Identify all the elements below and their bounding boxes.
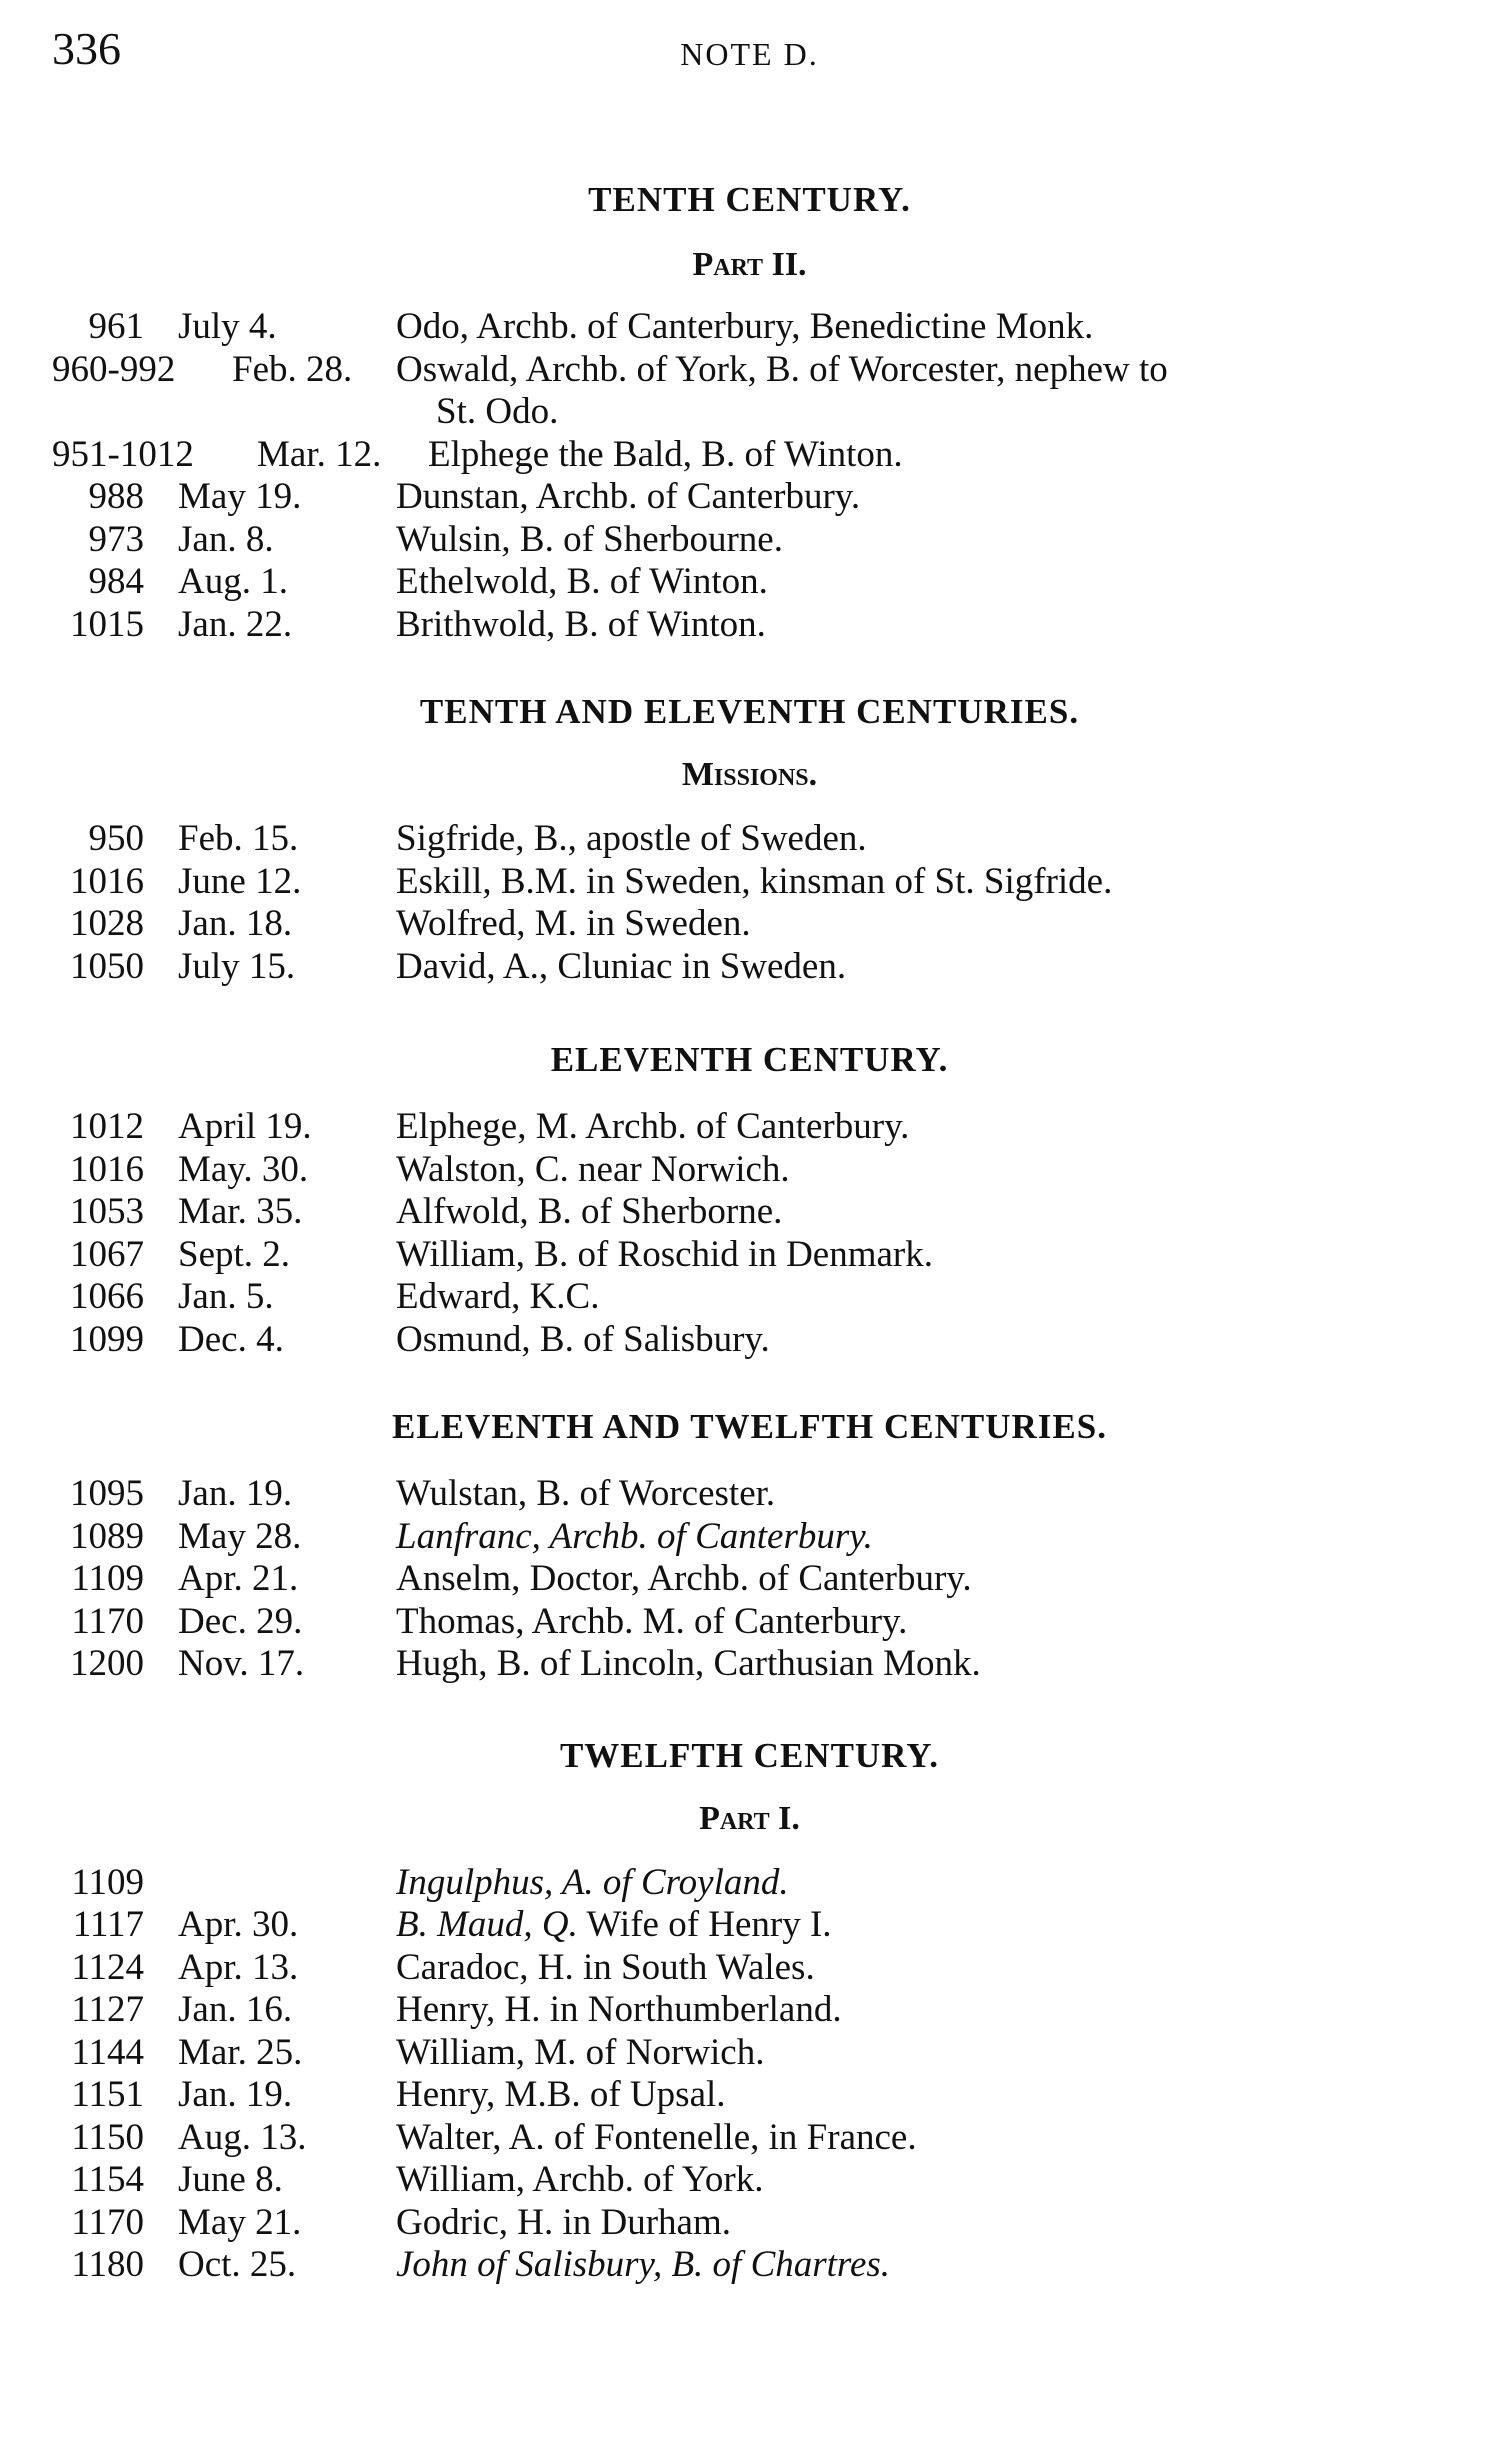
entry-desc: Eskill, B.M. in Sweden, kinsman of St. Sigfride. (396, 860, 1113, 902)
entry-list (52, 1473, 1447, 1686)
list-item (52, 1234, 1447, 1277)
list-item (52, 476, 1447, 519)
entry-year: 1124 (71, 1946, 144, 1988)
entry-year: 973 (88, 518, 144, 560)
entry-date: Mar. 35. (178, 1191, 303, 1232)
list-item (52, 861, 1447, 904)
list-item (52, 903, 1447, 946)
section-title: TENTH CENTURY. (588, 180, 911, 219)
list-item (52, 1904, 1447, 1947)
list-item (52, 946, 1447, 989)
entry-date: Sept. 2. (178, 1233, 291, 1275)
list-item (52, 1989, 1447, 2032)
entry-year: 960-992 (52, 348, 176, 390)
list-item (52, 1947, 1447, 1990)
entry-desc: Godric, H. in Durham. (396, 2201, 731, 2243)
entry-date: Apr. 21. (178, 1558, 299, 1599)
entry-date: Jan. 18. (178, 903, 293, 944)
entry-year: 1170 (71, 2201, 144, 2243)
entry-desc: Anselm, Doctor, Archb. of Canterbury. (396, 1558, 972, 1599)
entry-desc-line: Oswald, Archb. of York, B. of Worcester, nephew to (396, 348, 1168, 390)
list-item (52, 349, 1447, 434)
entry-desc: Edward, K.C. (396, 1276, 600, 1317)
entry-year: 1028 (70, 903, 144, 944)
entry-year: 1067 (70, 1233, 144, 1275)
list-item (52, 1191, 1447, 1234)
entry-year: 1180 (71, 2244, 144, 2285)
entry-year: 1109 (71, 1558, 144, 1599)
section-title: ELEVENTH AND TWELFTH CENTURIES. (392, 1407, 1107, 1446)
entry-year: 1053 (70, 1191, 144, 1232)
entry-date: Feb. 15. (178, 818, 299, 859)
entry-desc: Thomas, Archb. M. of Canterbury. (396, 1600, 908, 1642)
entry-list (52, 1862, 1447, 2287)
entry-desc: William, B. of Roschid in Denmark. (396, 1233, 933, 1275)
list-item (52, 1319, 1447, 1362)
entry-date: Nov. 17. (178, 1643, 305, 1684)
entry-date: Aug. 1. (178, 561, 288, 602)
entry-desc: Alfwold, B. of Sherborne. (396, 1191, 783, 1232)
entry-desc: Sigfride, B., apostle of Sweden. (396, 818, 867, 859)
entry-desc: Walston, C. near Norwich. (396, 1148, 790, 1190)
section-tenth-and-eleventh-centuries (52, 692, 1447, 988)
entry-desc: Osmund, B. of Salisbury. (396, 1318, 770, 1360)
entry-date: Jan. 19. (178, 1473, 293, 1514)
entry-desc: Wolfred, M. in Sweden. (396, 903, 751, 944)
entry-year: 1050 (70, 945, 144, 987)
page (52, 22, 1447, 2287)
entry-desc (396, 349, 1447, 434)
entry-desc: Lanfranc, Archb. of Canterbury. (396, 1515, 873, 1557)
list-item (52, 1516, 1447, 1559)
entry-date: June 8. (178, 2159, 283, 2200)
entry-list (52, 306, 1447, 646)
section-subtitle: Missions. (681, 756, 818, 793)
list-item (52, 561, 1447, 604)
entry-desc (396, 1904, 1447, 1947)
entry-date: May 19. (178, 476, 302, 517)
entry-desc: Henry, M.B. of Upsal. (396, 2074, 726, 2115)
entry-date: May 28. (178, 1515, 302, 1557)
entry-date: Aug. 13. (178, 2116, 307, 2158)
entry-year: 1015 (70, 603, 144, 645)
running-head (52, 22, 1447, 102)
entry-desc-italic: B. Maud, Q. (396, 1904, 578, 1945)
entry-year: 1109 (71, 1861, 144, 1903)
entry-desc: Brithwold, B. of Winton. (396, 603, 766, 645)
entry-list (52, 1106, 1447, 1361)
list-item (52, 1558, 1447, 1601)
list-item (52, 1862, 1447, 1905)
entry-desc: Hugh, B. of Lincoln, Carthusian Monk. (396, 1643, 981, 1684)
entry-date: April 19. (178, 1106, 312, 1147)
list-item (52, 1276, 1447, 1319)
entry-desc: Elphege, M. Archb. of Canterbury. (396, 1106, 910, 1147)
entry-date: Feb. 28. (232, 348, 353, 390)
entry-year: 1089 (70, 1515, 144, 1557)
entry-date: Dec. 29. (178, 1600, 303, 1642)
entry-date: Dec. 4. (178, 1318, 284, 1360)
entry-desc: Henry, H. in Northumberland. (396, 1989, 842, 2030)
entry-desc: John of Salisbury, B. of Chartres. (396, 2244, 891, 2285)
entry-desc: William, Archb. of York. (396, 2159, 764, 2200)
entry-year: 988 (88, 476, 144, 517)
entry-year: 984 (88, 561, 144, 602)
entry-date: May 21. (178, 2201, 302, 2243)
entry-year: 1154 (71, 2159, 144, 2200)
entry-date: Jan. 8. (178, 518, 274, 560)
list-item (52, 1643, 1447, 1686)
entry-desc: Odo, Archb. of Canterbury, Benedictine Monk. (396, 306, 1094, 347)
entry-year: 1127 (71, 1989, 144, 2030)
page-number: 336 (52, 23, 121, 74)
entry-desc-rest: Wife of Henry I. (577, 1904, 832, 1945)
entry-year: 1144 (71, 2031, 144, 2073)
list-item (52, 604, 1447, 647)
section-twelfth-century (52, 1736, 1447, 2287)
section-eleventh-century (52, 1040, 1447, 1361)
entry-date: Mar. 25. (178, 2031, 303, 2073)
entry-year: 1151 (71, 2074, 144, 2115)
entry-desc: Dunstan, Archb. of Canterbury. (396, 476, 861, 517)
list-item (52, 2032, 1447, 2075)
section-eleventh-and-twelfth-centuries (52, 1407, 1447, 1686)
entry-date: Oct. 25. (178, 2244, 297, 2285)
entry-year: 1016 (70, 860, 144, 902)
entry-desc-continuation: St. Odo. (436, 391, 559, 432)
list-item (52, 2202, 1447, 2245)
entry-date: Apr. 30. (178, 1904, 299, 1945)
entry-year: 1200 (70, 1643, 144, 1684)
list-item (52, 1106, 1447, 1149)
section-title: TENTH AND ELEVENTH CENTURIES. (419, 692, 1080, 731)
entry-desc: Ethelwold, B. of Winton. (396, 561, 768, 602)
entry-desc: Walter, A. of Fontenelle, in France. (396, 2116, 917, 2158)
entry-date: Apr. 13. (178, 1946, 299, 1988)
list-item (52, 2117, 1447, 2160)
entry-list (52, 818, 1447, 988)
entry-year: 1066 (70, 1276, 144, 1317)
list-item (52, 2074, 1447, 2117)
running-title: NOTE D. (680, 36, 819, 72)
list-item (52, 2159, 1447, 2202)
list-item (52, 1149, 1447, 1192)
entry-year: 961 (88, 306, 144, 347)
entry-date: Jan. 16. (178, 1989, 293, 2030)
section-subtitle: Part II. (692, 246, 807, 283)
section-title: TWELFTH CENTURY. (559, 1735, 940, 1775)
section-subtitle: Part I. (699, 1799, 800, 1837)
entry-year: 1095 (70, 1473, 144, 1514)
entry-date: May. 30. (178, 1148, 309, 1190)
list-item (52, 2244, 1447, 2287)
entry-year: 1150 (71, 2116, 144, 2158)
entry-date: Jan. 19. (178, 2074, 293, 2115)
section-title: ELEVENTH CENTURY. (550, 1040, 949, 1079)
entry-desc: Ingulphus, A. of Croyland. (396, 1861, 789, 1903)
entry-year: 950 (88, 818, 144, 859)
entry-year: 1016 (70, 1148, 144, 1190)
list-item (52, 1601, 1447, 1644)
entry-year: 1012 (70, 1106, 144, 1147)
entry-desc: David, A., Cluniac in Sweden. (396, 945, 847, 987)
list-item (52, 818, 1447, 861)
entry-desc: Elphege the Bald, B. of Winton. (428, 433, 903, 475)
entry-year: 951-1012 (52, 433, 194, 475)
entry-year: 1170 (71, 1600, 144, 1642)
list-item (52, 1473, 1447, 1516)
list-item (52, 519, 1447, 562)
entry-desc: Wulstan, B. of Worcester. (396, 1473, 776, 1514)
entry-desc: Caradoc, H. in South Wales. (396, 1946, 815, 1988)
section-tenth-century (52, 180, 1447, 646)
entry-date: Mar. 12. (257, 433, 382, 475)
entry-date: July 4. (178, 306, 277, 347)
list-item (52, 434, 1447, 477)
entry-desc: William, M. of Norwich. (396, 2031, 765, 2073)
entry-year: 1117 (72, 1904, 144, 1945)
entry-desc: Wulsin, B. of Sherbourne. (396, 518, 783, 560)
entry-date: July 15. (178, 945, 296, 987)
entry-date: Jan. 22. (178, 603, 293, 645)
entry-date: Jan. 5. (178, 1276, 274, 1317)
entry-year: 1099 (70, 1318, 144, 1360)
list-item (52, 306, 1447, 349)
entry-date: June 12. (178, 860, 302, 902)
